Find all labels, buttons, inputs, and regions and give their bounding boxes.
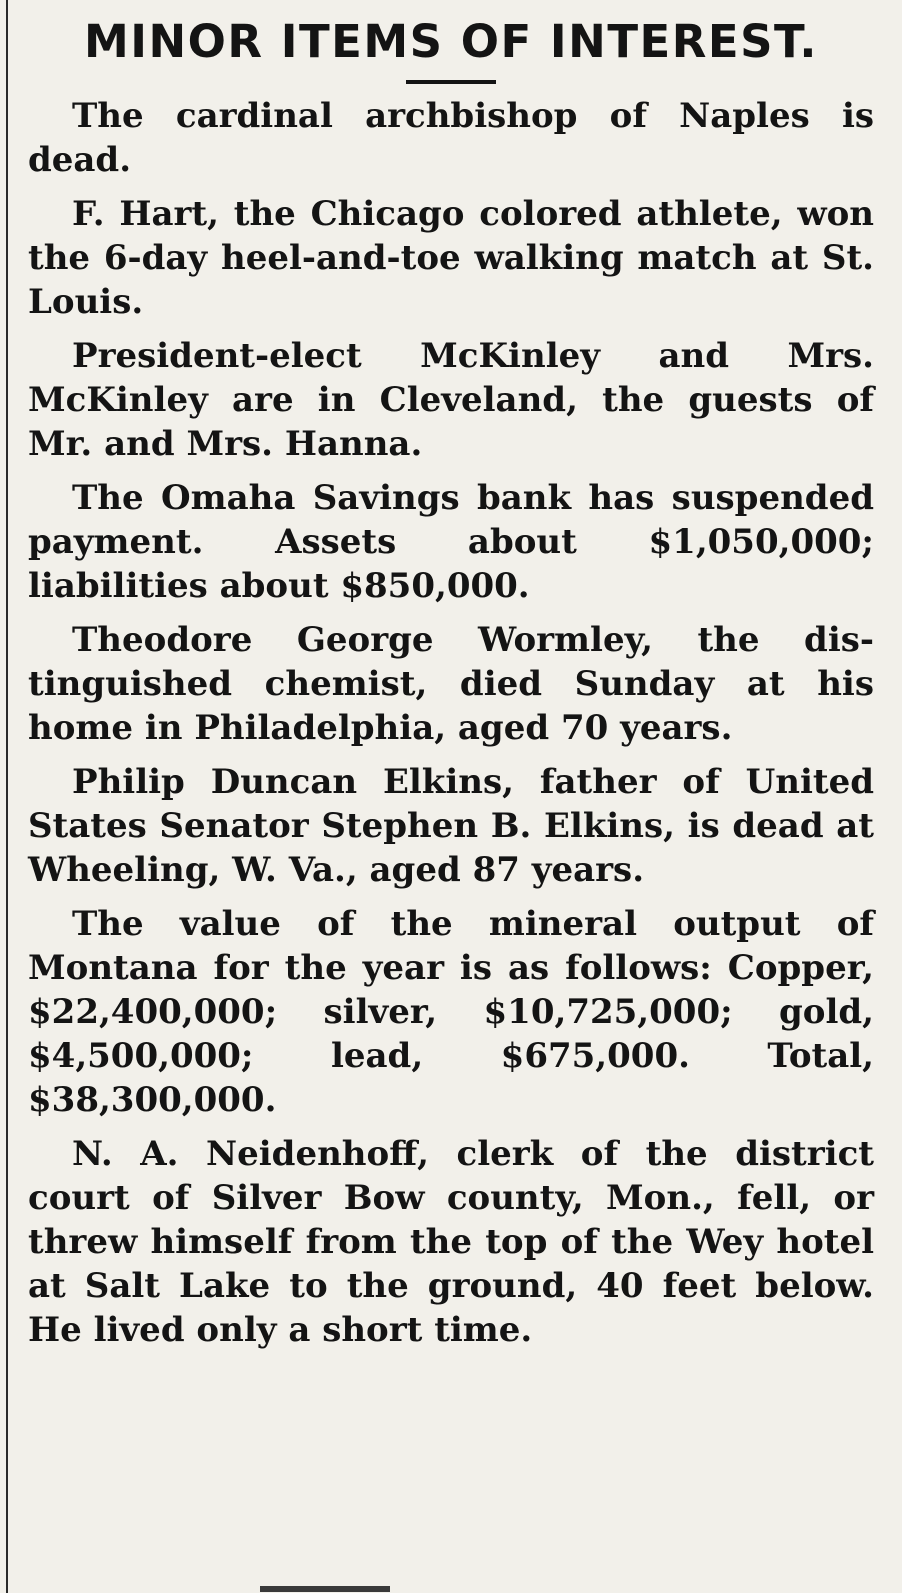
news-item: The cardinal archbishop of Naples is dead. (28, 96, 874, 180)
headline-rule (406, 80, 496, 84)
news-item: Philip Duncan Elkins, father of United States Senator Stephen B. Elkins, is dead at Wheeling, W. Va., aged 87 years. (28, 762, 874, 890)
news-item: The value of the mineral output of Montana for the year is as follows: Copper, $22,400,000; silver, $10,725,000; gold, $4,500,000; lead, $675,000. Total, $38,300,000. (28, 904, 874, 1120)
column-rule (6, 0, 8, 1593)
news-item: President-elect McKinley and Mrs. McKinley are in Cleveland, the guests of Mr. and Mrs. Hanna. (28, 336, 874, 464)
news-item: The Omaha Savings bank has suspended payment. Assets about $1,050,000; liabilities about $850,000. (28, 478, 874, 606)
news-column (28, 14, 874, 1362)
bottom-rule (260, 1586, 390, 1592)
headline: MINOR ITEMS OF INTEREST. (83, 15, 819, 68)
news-item: F. Hart, the Chicago colored athlete, won the 6-day heel-and-toe walking match at St. Louis. (28, 194, 874, 322)
news-item: Theodore George Wormley, the distinguished chemist, died Sunday at his home in Philadelphia, aged 70 years. (28, 620, 874, 748)
news-item: N. A. Neidenhoff, clerk of the district court of Silver Bow county, Mon., fell, or threw himself from the top of the Wey hotel at Salt Lake to the ground, 40 feet below. He lived only a short time. (28, 1134, 874, 1350)
